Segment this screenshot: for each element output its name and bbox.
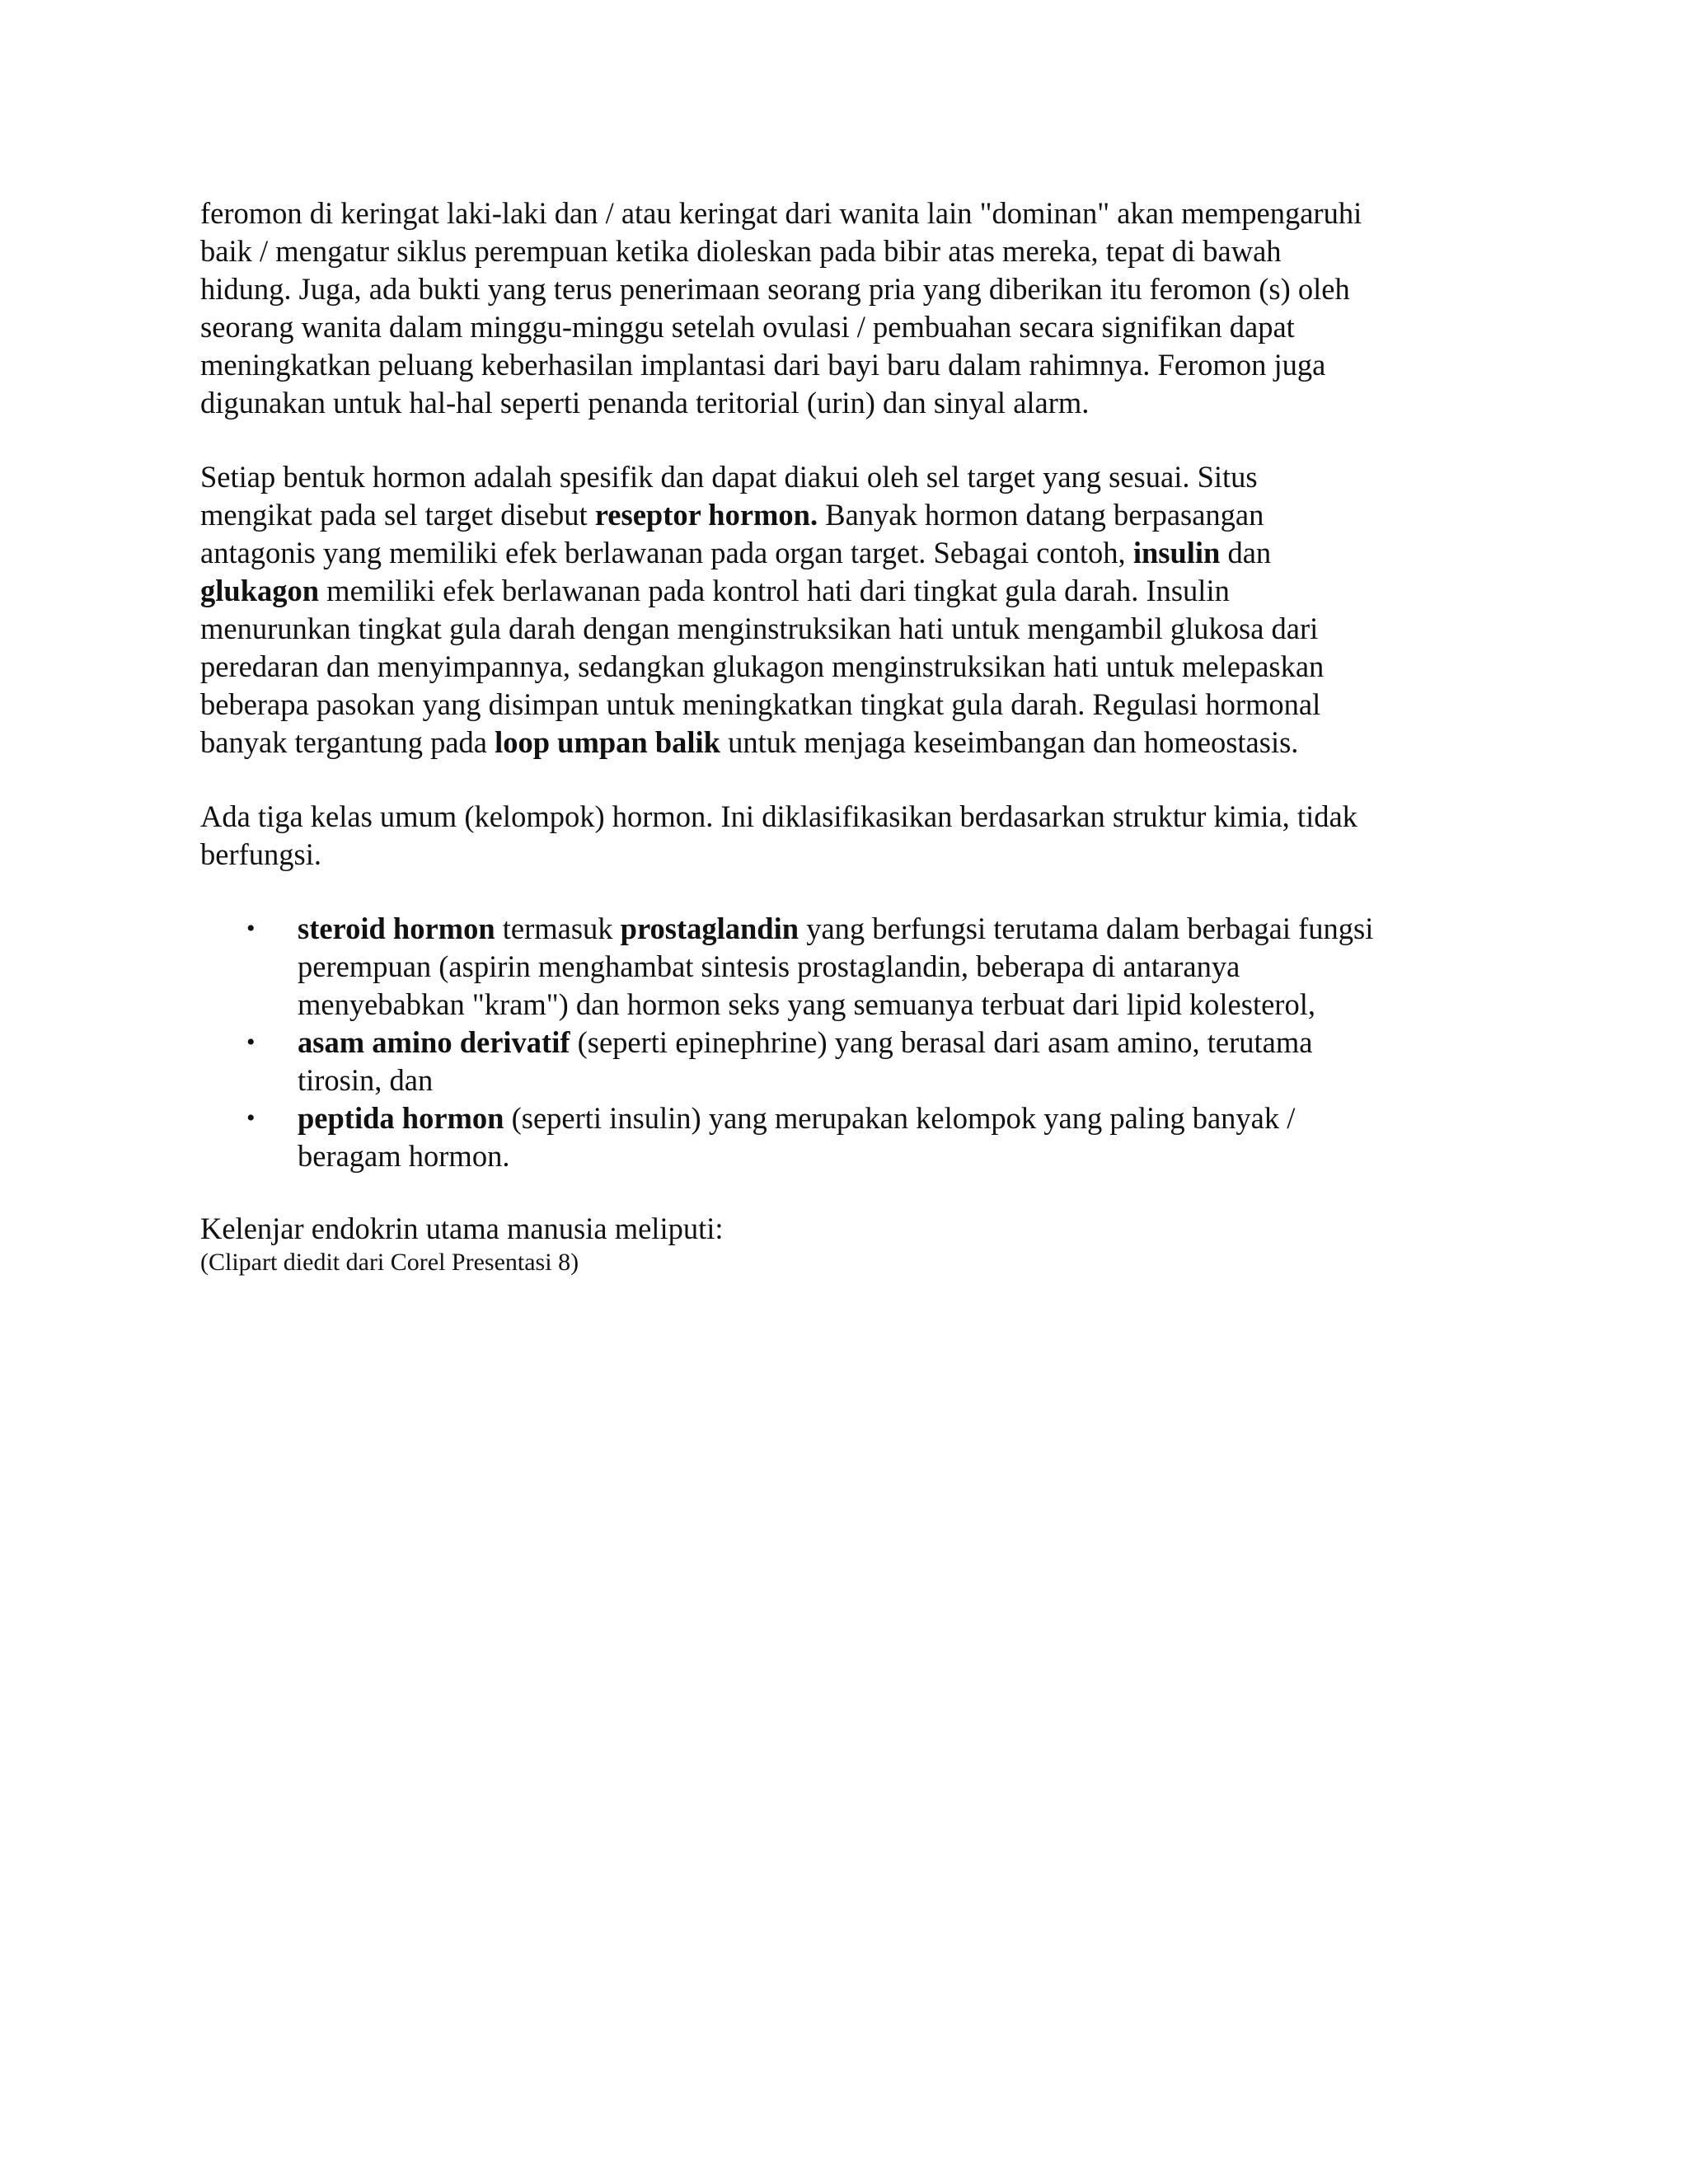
bold-term-prostaglandin: prostaglandin: [620, 912, 799, 945]
text-line: [200, 534, 1486, 572]
text-line: peredaran dan menyimpannya, sedangkan glukagon menginstruksikan hati untuk melepaskan: [200, 649, 1325, 683]
text-run: banyak tergantung pada: [200, 725, 495, 759]
bullet-marker: •: [246, 915, 256, 942]
text-run: Banyak hormon datang berpasangan: [818, 498, 1264, 532]
list-item: [200, 1024, 1486, 1099]
text-line: [200, 724, 1486, 762]
paragraph-feromon: [200, 194, 1486, 422]
bold-term-reseptor-hormon: reseptor hormon.: [594, 498, 818, 532]
bullet-marker: •: [246, 1029, 256, 1056]
paragraph-spacer: [200, 762, 1486, 798]
text-line: perempuan (aspirin menghambat sintesis prostaglandin, beberapa di antaranya: [298, 949, 1240, 983]
text-line: [298, 1024, 1486, 1062]
bold-term-glukagon: glukagon: [200, 574, 320, 607]
paragraph-kelenjar-endokrin: [200, 1210, 1486, 1277]
paragraph-tiga-kelas: [200, 798, 1486, 874]
text-line: hidung. Juga, ada bukti yang terus penerimaan seorang pria yang diberikan itu feromon (s) oleh: [200, 272, 1350, 306]
text-run: yang berfungsi terutama dalam berbagai fungsi: [799, 912, 1374, 945]
text-line: [298, 910, 1486, 948]
text-line: Kelenjar endokrin utama manusia meliputi:: [200, 1212, 724, 1245]
text-run: memiliki efek berlawanan pada kontrol hati dari tingkat gula darah. Insulin: [319, 574, 1230, 607]
text-run: mengikat pada sel target disebut: [200, 498, 595, 532]
bold-term-peptida-hormon: peptida hormon: [298, 1101, 504, 1135]
text-run: dan: [1220, 536, 1272, 569]
bold-term-loop-umpan-balik: loop umpan balik: [495, 725, 720, 759]
text-line: menurunkan tingkat gula darah dengan menginstruksikan hati untuk mengambil glukosa dari: [200, 612, 1319, 645]
text-line: feromon di keringat laki-laki dan / atau keringat dari wanita lain "dominan" akan mempengaruhi: [200, 196, 1362, 230]
paragraph-spacer: [200, 1175, 1486, 1210]
list-item: [200, 910, 1486, 1024]
text-line: Setiap bentuk hormon adalah spesifik dan dapat diakui oleh sel target yang sesuai. Situs: [200, 460, 1258, 494]
text-run: (seperti epinephrine) yang berasal dari asam amino, terutama: [570, 1025, 1313, 1059]
text-line: beberapa pasokan yang disimpan untuk meningkatkan tingkat gula darah. Regulasi hormonal: [200, 687, 1321, 721]
text-line: seorang wanita dalam minggu-minggu setelah ovulasi / pembuahan secara signifikan dapat: [200, 310, 1295, 344]
document-body: [200, 194, 1486, 1277]
text-run: untuk menjaga keseimbangan dan homeostasis.: [720, 725, 1299, 759]
paragraph-spacer: [200, 874, 1486, 910]
text-line: digunakan untuk hal-hal seperti penanda teritorial (urin) dan sinyal alarm.: [200, 386, 1090, 419]
text-line: [298, 1099, 1486, 1137]
bold-term-steroid-hormon: steroid hormon: [298, 912, 495, 945]
clipart-caption: (Clipart diedit dari Corel Presentasi 8): [200, 1249, 579, 1276]
text-run: termasuk: [495, 912, 621, 945]
text-line: menyebabkan "kram") dan hormon seks yang semuanya terbuat dari lipid kolesterol,: [298, 987, 1315, 1021]
list-item: [200, 1099, 1486, 1175]
text-line: tirosin, dan: [298, 1063, 434, 1097]
text-line: meningkatkan peluang keberhasilan implantasi dari bayi baru dalam rahimnya. Feromon juga: [200, 348, 1326, 382]
text-line: [200, 572, 1486, 610]
hormone-class-list: [200, 910, 1486, 1175]
text-line: beragam hormon.: [298, 1139, 510, 1173]
bold-term-insulin: insulin: [1132, 536, 1221, 569]
paragraph-hormon-spesifik: [200, 458, 1486, 762]
bold-term-asam-amino-derivatif: asam amino derivatif: [298, 1025, 570, 1059]
text-line: Ada tiga kelas umum (kelompok) hormon. Ini diklasifikasikan berdasarkan struktur kimia, tidak: [200, 799, 1357, 833]
text-run: (seperti insulin) yang merupakan kelompok yang paling banyak /: [504, 1101, 1296, 1135]
text-line: [200, 496, 1486, 534]
text-line: berfungsi.: [200, 837, 321, 871]
text-line: baik / mengatur siklus perempuan ketika dioleskan pada bibir atas mereka, tepat di bawah: [200, 234, 1282, 268]
bullet-marker: •: [246, 1104, 256, 1132]
paragraph-spacer: [200, 422, 1486, 458]
text-run: antagonis yang memiliki efek berlawanan pada organ target. Sebagai contoh,: [200, 536, 1133, 569]
